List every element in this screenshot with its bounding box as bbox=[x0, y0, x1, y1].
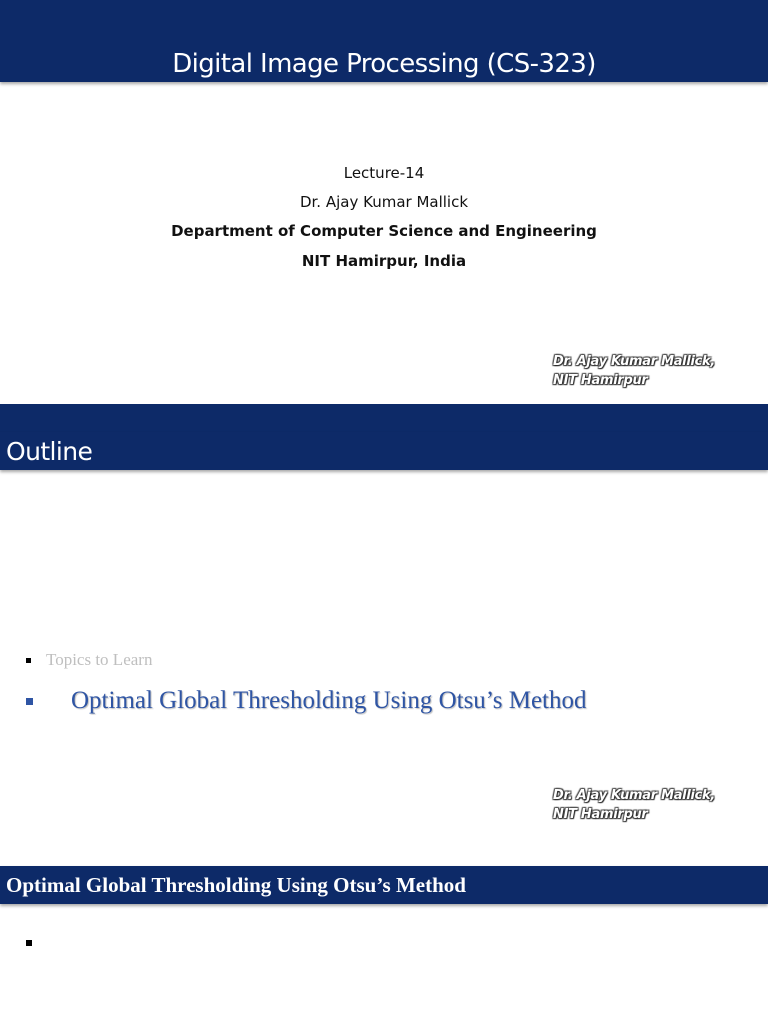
otsu-slide bbox=[0, 866, 768, 1024]
bullet-otsu-method bbox=[26, 687, 587, 715]
bullet-empty bbox=[26, 940, 32, 946]
outline-header-bar bbox=[0, 432, 768, 470]
title-header-bar bbox=[0, 0, 768, 82]
title-slide bbox=[0, 0, 768, 404]
watermark-line: Dr. Ajay Kumar Mallick, bbox=[553, 354, 716, 369]
lecture-number: Lecture-14 bbox=[343, 164, 425, 182]
square-bullet-icon bbox=[26, 658, 31, 663]
department-name: Department of Computer Science and Engineering bbox=[171, 222, 597, 240]
watermark-line: NIT Hamirpur bbox=[553, 807, 648, 822]
institute-name: NIT Hamirpur, India bbox=[301, 252, 467, 270]
square-bullet-icon bbox=[26, 940, 32, 946]
otsu-header-bar bbox=[0, 866, 768, 904]
bullet-text: Optimal Global Thresholding Using Otsu’s Method bbox=[71, 687, 587, 714]
outline-slide bbox=[0, 432, 768, 865]
watermark-line: NIT Hamirpur bbox=[553, 373, 648, 388]
bullet-topics-to-learn bbox=[26, 650, 152, 670]
author-watermark bbox=[553, 786, 715, 824]
bullet-text: Topics to Learn bbox=[46, 650, 153, 669]
watermark-line: Dr. Ajay Kumar Mallick, bbox=[553, 788, 716, 803]
author-name: Dr. Ajay Kumar Mallick bbox=[299, 193, 469, 211]
course-title: Digital Image Processing (CS-323) bbox=[172, 49, 596, 79]
author-watermark bbox=[553, 352, 715, 390]
outline-title: Outline bbox=[6, 437, 93, 466]
square-bullet-icon bbox=[26, 698, 33, 705]
otsu-slide-title: Optimal Global Thresholding Using Otsu’s Method bbox=[6, 873, 466, 897]
slide-separator-band bbox=[0, 404, 768, 432]
